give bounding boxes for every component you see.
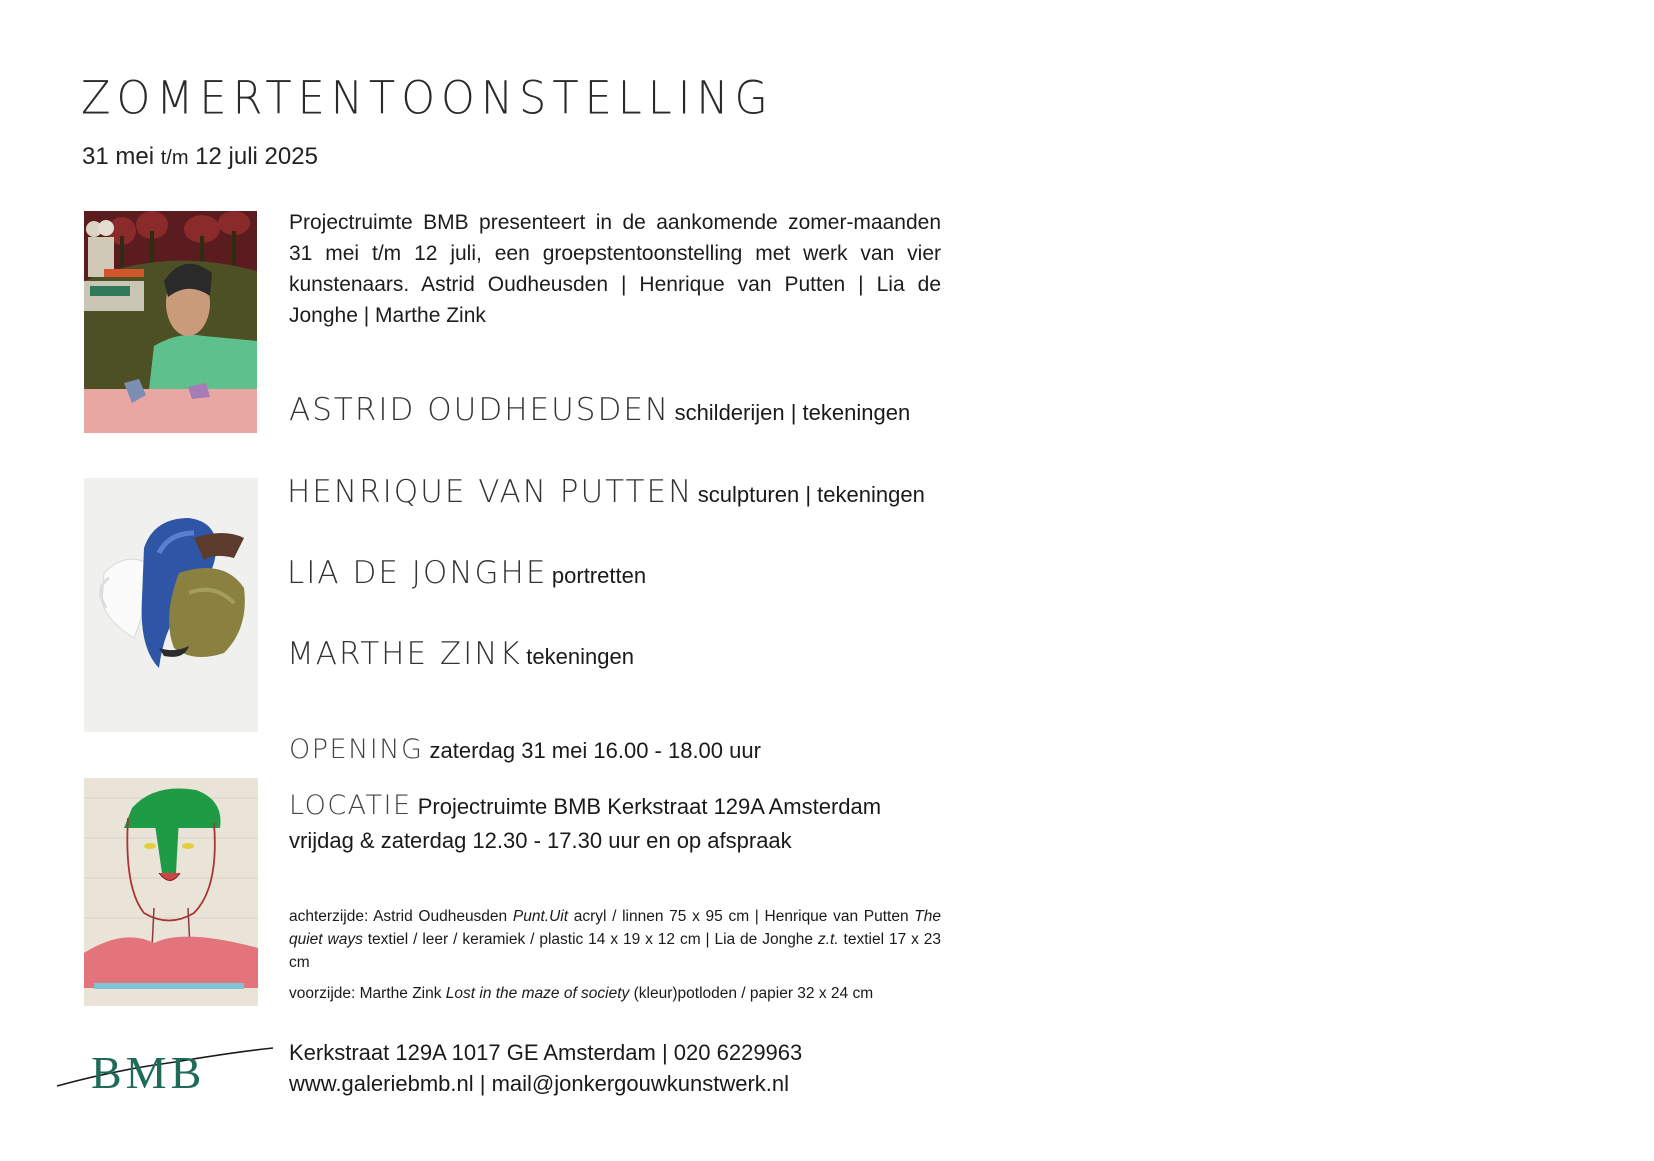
artist-row-marthe <box>287 636 634 672</box>
location-text: Projectruimte BMB Kerkstraat 129A Amsterdam <box>417 794 882 819</box>
intro-paragraph: Projectruimte BMB presenteert in de aankomende zomer-maanden 31 mei t/m 12 juli, een groepstentoonstelling met werk van vier kunstenaars. Astrid Oudheusden | Henrique van Putten | Lia de Jonghe | Marthe Zink <box>289 211 941 327</box>
credits-front-prefix: voorzijde: Marthe Zink <box>289 985 446 1002</box>
date-end: 12 juli 2025 <box>195 143 318 170</box>
exhibition-title: ZOMERTENTOONSTELLING <box>81 72 774 126</box>
credits-text: textiel 17 x 23 cm <box>289 931 941 971</box>
footer-web: www.galeriebmb.nl | mail@jonkergouwkunstwerk.nl <box>289 1071 790 1096</box>
credits-title: Punt.Uit <box>512 908 569 925</box>
credits-back <box>289 905 941 974</box>
artist-row-lia <box>287 555 646 591</box>
footer-address: Kerkstraat 129A 1017 GE Amsterdam | 020 6229963 <box>289 1040 803 1065</box>
credits-title: The quiet ways <box>289 908 942 948</box>
artwork-credits <box>289 905 941 1005</box>
contact-footer <box>289 1037 802 1099</box>
artist-media: schilderijen | tekeningen <box>674 400 911 425</box>
artist-name: MARTHE ZINK <box>287 636 522 672</box>
artist-name: ASTRID OUDHEUSDEN <box>289 392 671 428</box>
artwork-portrait-lia <box>84 778 258 1006</box>
credits-text: (kleur)potloden / papier 32 x 24 cm <box>629 985 874 1002</box>
credits-text: textiel / leer / keramiek / plastic 14 x 19 x 12 cm | Lia de Jonghe <box>362 931 818 948</box>
opening-line <box>289 734 761 765</box>
date-start: 31 mei <box>82 143 155 170</box>
artist-row-astrid <box>289 392 910 428</box>
credits-back-prefix: achterzijde: Astrid Oudheusden <box>289 908 513 925</box>
location-line <box>289 790 881 821</box>
credits-title: z.t. <box>817 931 839 948</box>
artist-row-henrique <box>287 474 925 510</box>
credits-front <box>289 982 941 1005</box>
date-separator: t/m <box>160 147 189 169</box>
artist-media: sculpturen | tekeningen <box>697 482 925 507</box>
artwork-sculpture-henrique <box>84 478 258 732</box>
opening-hours: vrijdag & zaterdag 12.30 - 17.30 uur en op afspraak <box>289 828 792 853</box>
artwork-painting-astrid <box>84 211 257 433</box>
artist-media: tekeningen <box>526 644 634 669</box>
artist-media: portretten <box>551 563 647 588</box>
bmb-logo-text: BMB <box>91 1047 206 1096</box>
bmb-logo <box>55 1040 275 1096</box>
credits-title: Lost in the maze of society <box>445 985 630 1002</box>
opening-text: zaterdag 31 mei 16.00 - 18.00 uur <box>429 738 761 763</box>
opening-label: OPENING <box>289 734 424 765</box>
exhibition-dates <box>82 143 318 171</box>
credits-text: acryl / linnen 75 x 95 cm | Henrique van Putten <box>568 908 915 925</box>
location-label: LOCATIE <box>289 790 412 821</box>
artist-name: LIA DE JONGHE <box>287 555 548 591</box>
artist-name: HENRIQUE VAN PUTTEN <box>287 474 694 510</box>
